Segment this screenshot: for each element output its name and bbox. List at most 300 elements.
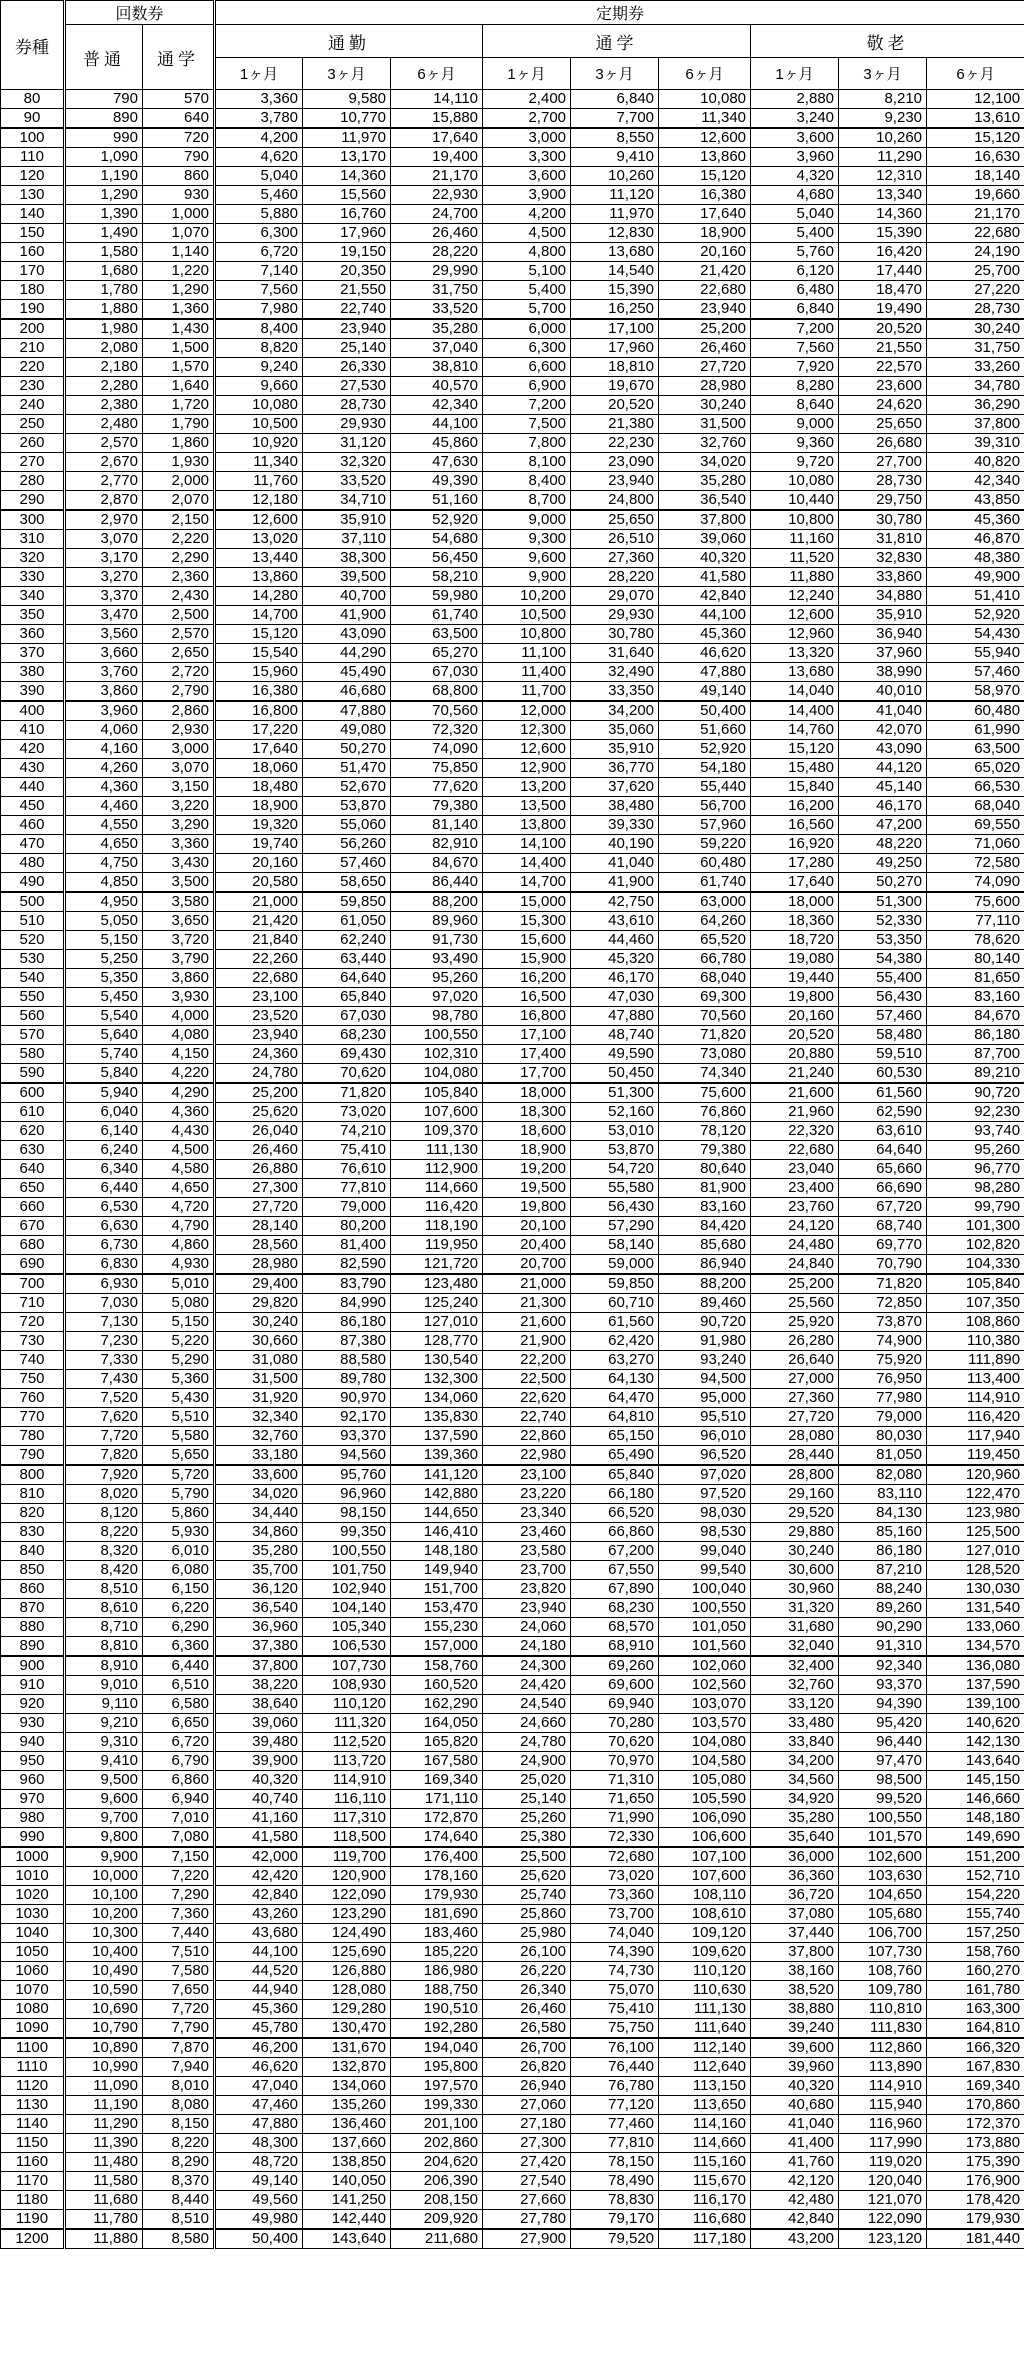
regular-coupon-cell: 1,290 [65, 186, 143, 205]
work-1-month-cell: 9,660 [215, 377, 303, 396]
senior-6-month-cell: 155,740 [927, 1905, 1024, 1924]
school-1-month-cell: 27,420 [483, 2153, 571, 2172]
work-1-month-cell: 35,280 [215, 1542, 303, 1561]
senior-6-month-cell: 93,740 [927, 1122, 1024, 1141]
senior-6-month-cell: 170,860 [927, 2096, 1024, 2115]
regular-coupon-cell: 11,680 [65, 2191, 143, 2210]
school-3-month-cell: 77,460 [571, 2115, 659, 2134]
work-1-month-cell: 15,540 [215, 644, 303, 663]
senior-3-month-cell: 73,870 [839, 1313, 927, 1332]
senior-6-month-cell: 65,020 [927, 759, 1024, 778]
senior-6-month-cell: 18,140 [927, 167, 1024, 186]
school-1-month-cell: 3,900 [483, 186, 571, 205]
regular-coupon-cell: 4,260 [65, 759, 143, 778]
work-3-month-cell: 112,520 [303, 1733, 391, 1752]
school-6-month-cell: 51,660 [659, 721, 751, 740]
senior-1-month-cell: 20,160 [751, 1007, 839, 1026]
school-6-month-cell: 17,640 [659, 205, 751, 224]
senior-3-month-cell: 16,420 [839, 243, 927, 262]
student-coupon-cell: 7,870 [143, 2038, 215, 2058]
senior-6-month-cell: 178,420 [927, 2191, 1024, 2210]
work-6-month-cell: 70,560 [391, 701, 483, 721]
regular-coupon-cell: 2,380 [65, 396, 143, 415]
senior-6-month-cell: 158,760 [927, 1943, 1024, 1962]
senior-3-month-cell: 109,780 [839, 1981, 927, 2000]
school-1-month-cell: 5,100 [483, 262, 571, 281]
work-6-month-cell: 112,900 [391, 1160, 483, 1179]
school-6-month-cell: 52,920 [659, 740, 751, 759]
student-coupon-cell: 2,290 [143, 549, 215, 568]
fare-code-cell: 360 [1, 625, 65, 644]
table-row [1, 224, 1024, 243]
work-1-month-cell: 38,640 [215, 1695, 303, 1714]
senior-6-month-cell: 58,970 [927, 682, 1024, 702]
senior-1-month-cell: 29,880 [751, 1523, 839, 1542]
work-1-month-cell: 3,360 [215, 90, 303, 109]
senior-1-month-cell: 40,320 [751, 2077, 839, 2096]
senior-3-month-cell: 119,020 [839, 2153, 927, 2172]
work-6-month-cell: 67,030 [391, 663, 483, 682]
school-3-month-cell: 73,020 [571, 1867, 659, 1886]
work-3-month-cell: 93,370 [303, 1427, 391, 1446]
school-3-month-cell: 59,850 [571, 1274, 659, 1294]
fare-code-cell: 220 [1, 358, 65, 377]
fare-code-cell: 760 [1, 1389, 65, 1408]
senior-3-month-cell: 64,640 [839, 1141, 927, 1160]
school-3-month-cell: 11,970 [571, 205, 659, 224]
work-1-month-cell: 18,060 [215, 759, 303, 778]
table-row [1, 453, 1024, 472]
school-3-month-cell: 30,780 [571, 625, 659, 644]
fare-code-cell: 730 [1, 1332, 65, 1351]
regular-coupon-cell: 5,540 [65, 1007, 143, 1026]
table-row [1, 1294, 1024, 1313]
work-6-month-cell: 93,490 [391, 950, 483, 969]
work-1-month-cell: 42,000 [215, 1847, 303, 1867]
work-3-month-cell: 63,440 [303, 950, 391, 969]
work-1-month-cell: 49,140 [215, 2172, 303, 2191]
fare-code-cell: 940 [1, 1733, 65, 1752]
work-6-month-cell: 134,060 [391, 1389, 483, 1408]
table-row [1, 167, 1024, 186]
senior-6-month-cell: 172,370 [927, 2115, 1024, 2134]
fare-code-cell: 230 [1, 377, 65, 396]
school-3-month-cell: 12,830 [571, 224, 659, 243]
work-3-month-cell: 143,640 [303, 2229, 391, 2249]
student-coupon-cell: 2,930 [143, 721, 215, 740]
work-3-month-cell: 137,660 [303, 2134, 391, 2153]
regular-coupon-cell: 6,930 [65, 1274, 143, 1294]
work-3-month-cell: 38,300 [303, 549, 391, 568]
student-coupon-cell: 2,500 [143, 606, 215, 625]
fare-code-cell: 250 [1, 415, 65, 434]
student-coupon-cell: 1,930 [143, 453, 215, 472]
senior-1-month-cell: 4,680 [751, 186, 839, 205]
table-row [1, 319, 1024, 339]
senior-3-month-cell: 85,160 [839, 1523, 927, 1542]
student-coupon-cell: 8,150 [143, 2115, 215, 2134]
school-6-month-cell: 116,170 [659, 2191, 751, 2210]
school-6-month-cell: 12,600 [659, 128, 751, 148]
work-1-month-cell: 24,780 [215, 1064, 303, 1084]
school-3-month-cell: 70,970 [571, 1752, 659, 1771]
school-3-month-cell: 38,480 [571, 797, 659, 816]
senior-1-month-cell: 28,080 [751, 1427, 839, 1446]
school-1-month-cell: 18,300 [483, 1103, 571, 1122]
school-6-month-cell: 90,720 [659, 1313, 751, 1332]
senior-3-month-cell: 87,210 [839, 1561, 927, 1580]
work-3-month-cell: 28,730 [303, 396, 391, 415]
school-3-month-cell: 67,200 [571, 1542, 659, 1561]
school-1-month-cell: 10,800 [483, 625, 571, 644]
fare-code-cell: 460 [1, 816, 65, 835]
school-1-month-cell: 18,600 [483, 1122, 571, 1141]
senior-1-month-cell: 26,280 [751, 1332, 839, 1351]
senior-6-month-cell: 22,680 [927, 224, 1024, 243]
work-6-month-cell: 42,340 [391, 396, 483, 415]
senior-3-month-cell: 70,790 [839, 1255, 927, 1275]
work-6-month-cell: 186,980 [391, 1962, 483, 1981]
work-3-month-cell: 92,170 [303, 1408, 391, 1427]
student-coupon-cell: 1,360 [143, 300, 215, 320]
work-3-month-cell: 101,750 [303, 1561, 391, 1580]
senior-3-month-cell: 114,910 [839, 2077, 927, 2096]
senior-6-month-cell: 104,330 [927, 1255, 1024, 1275]
senior-pass-header: 敬老 [751, 25, 1024, 58]
work-3-month-cell: 64,640 [303, 969, 391, 988]
work-1-month-cell: 45,780 [215, 2019, 303, 2039]
school-6-month-cell: 37,800 [659, 510, 751, 530]
school-6-month-cell: 34,020 [659, 453, 751, 472]
work-1-month-cell: 13,020 [215, 530, 303, 549]
school-3-month-cell: 68,910 [571, 1637, 659, 1657]
senior-1-month-cell: 10,440 [751, 491, 839, 511]
school-6-month-cell: 107,600 [659, 1867, 751, 1886]
senior-1-month-cell: 12,240 [751, 587, 839, 606]
regular-coupon-cell: 10,590 [65, 1981, 143, 2000]
senior-1-month-cell: 29,160 [751, 1485, 839, 1504]
table-row [1, 1446, 1024, 1466]
school-6-month-cell: 86,940 [659, 1255, 751, 1275]
work-1-month-cell: 34,860 [215, 1523, 303, 1542]
coupon-header: 回数券 [65, 1, 215, 25]
senior-1-month-cell: 5,400 [751, 224, 839, 243]
work-1-month-cell: 47,460 [215, 2096, 303, 2115]
school-1-month-cell: 27,300 [483, 2134, 571, 2153]
school-1-month-cell: 17,700 [483, 1064, 571, 1084]
school-1-month-cell: 2,700 [483, 109, 571, 129]
school-6-month-cell: 40,320 [659, 549, 751, 568]
senior-1-month-cell: 41,760 [751, 2153, 839, 2172]
table-row [1, 2000, 1024, 2019]
student-coupon-cell: 4,430 [143, 1122, 215, 1141]
fare-code-cell: 80 [1, 90, 65, 109]
senior-3-month-cell: 86,180 [839, 1542, 927, 1561]
school-3-month-cell: 41,900 [571, 873, 659, 893]
school-1-month-cell: 11,700 [483, 682, 571, 702]
senior-6-month-cell: 145,150 [927, 1771, 1024, 1790]
table-row [1, 1427, 1024, 1446]
senior-6-month-cell: 77,110 [927, 912, 1024, 931]
senior-1-month-cell: 6,840 [751, 300, 839, 320]
student-coupon-cell: 3,000 [143, 740, 215, 759]
work-3-month-cell: 122,090 [303, 1886, 391, 1905]
senior-3-month-cell: 56,430 [839, 988, 927, 1007]
fare-code-cell: 410 [1, 721, 65, 740]
senior-3-month-cell: 115,940 [839, 2096, 927, 2115]
table-row [1, 1714, 1024, 1733]
regular-coupon-cell: 3,270 [65, 568, 143, 587]
senior-3-month-cell: 61,560 [839, 1083, 927, 1103]
regular-coupon-cell: 11,580 [65, 2172, 143, 2191]
work-6-month-cell: 176,400 [391, 1847, 483, 1867]
senior-1-month-cell: 31,320 [751, 1599, 839, 1618]
fare-code-cell: 430 [1, 759, 65, 778]
work-1-month-cell: 10,500 [215, 415, 303, 434]
work-3-month-cell: 71,820 [303, 1083, 391, 1103]
senior-3-month-cell: 75,920 [839, 1351, 927, 1370]
fare-code-cell: 650 [1, 1179, 65, 1198]
school-1-month-cell: 5,700 [483, 300, 571, 320]
regular-coupon-cell: 6,730 [65, 1236, 143, 1255]
senior-6-month-cell: 37,800 [927, 415, 1024, 434]
senior-1-month-cell: 11,160 [751, 530, 839, 549]
senior-3-month-cell: 25,650 [839, 415, 927, 434]
school-6-month-cell: 98,030 [659, 1504, 751, 1523]
school-6-month-cell: 30,240 [659, 396, 751, 415]
school-6-month-cell: 100,040 [659, 1580, 751, 1599]
senior-6-month-cell: 96,770 [927, 1160, 1024, 1179]
school-6-month-cell: 75,600 [659, 1083, 751, 1103]
senior-1-month-cell: 11,880 [751, 568, 839, 587]
regular-coupon-cell: 8,120 [65, 1504, 143, 1523]
senior-6-month-cell: 75,600 [927, 892, 1024, 912]
student-coupon-cell: 2,860 [143, 701, 215, 721]
school-3-month-cell: 9,410 [571, 148, 659, 167]
school-1-month-cell: 25,740 [483, 1886, 571, 1905]
senior-1-month-cell: 6,480 [751, 281, 839, 300]
school-3-month-cell: 67,550 [571, 1561, 659, 1580]
work-1-month-cell: 33,180 [215, 1446, 303, 1466]
school-1-month-cell: 24,300 [483, 1656, 571, 1676]
senior-3-month-cell: 20,520 [839, 319, 927, 339]
student-coupon-cell: 1,430 [143, 319, 215, 339]
senior-3-month-cell: 90,290 [839, 1618, 927, 1637]
regular-coupon-cell: 6,630 [65, 1217, 143, 1236]
fare-code-cell: 600 [1, 1083, 65, 1103]
senior-3-month-cell: 69,770 [839, 1236, 927, 1255]
work-6-month-cell: 197,570 [391, 2077, 483, 2096]
regular-coupon-cell: 9,310 [65, 1733, 143, 1752]
school-6-month-cell: 105,080 [659, 1771, 751, 1790]
table-row [1, 568, 1024, 587]
work-1-month-cell: 5,040 [215, 167, 303, 186]
student-coupon-cell: 7,790 [143, 2019, 215, 2039]
work-1-month-cell: 29,400 [215, 1274, 303, 1294]
regular-coupon-cell: 6,240 [65, 1141, 143, 1160]
senior-3-month-cell: 65,660 [839, 1160, 927, 1179]
fare-code-cell: 590 [1, 1064, 65, 1084]
fare-code-cell: 380 [1, 663, 65, 682]
school-1-month-cell: 20,400 [483, 1236, 571, 1255]
fare-code-cell: 700 [1, 1274, 65, 1294]
fare-code-cell: 170 [1, 262, 65, 281]
student-coupon-cell: 2,070 [143, 491, 215, 511]
work-1-month-cell: 24,360 [215, 1045, 303, 1064]
school-6-month-cell: 111,640 [659, 2019, 751, 2039]
senior-6-month-cell: 86,180 [927, 1026, 1024, 1045]
regular-coupon-cell: 3,560 [65, 625, 143, 644]
fare-code-cell: 1000 [1, 1847, 65, 1867]
work-1-month-cell: 36,120 [215, 1580, 303, 1599]
school-1-month-cell: 8,700 [483, 491, 571, 511]
senior-6-month-cell: 173,880 [927, 2134, 1024, 2153]
table-row [1, 2019, 1024, 2039]
school-1-month-cell: 7,800 [483, 434, 571, 453]
table-row [1, 434, 1024, 453]
work-1-month-cell: 19,320 [215, 816, 303, 835]
senior-1-month-cell: 35,640 [751, 1828, 839, 1848]
work-3-month-cell: 14,360 [303, 167, 391, 186]
senior-6-month-cell: 108,860 [927, 1313, 1024, 1332]
regular-coupon-cell: 2,570 [65, 434, 143, 453]
work-6-month-cell: 111,130 [391, 1141, 483, 1160]
student-coupon-cell: 6,010 [143, 1542, 215, 1561]
student-coupon-cell: 1,000 [143, 205, 215, 224]
fare-code-cell: 510 [1, 912, 65, 931]
school-6-month-cell: 95,510 [659, 1408, 751, 1427]
school-6-month-cell: 102,560 [659, 1676, 751, 1695]
school-6-month-cell: 71,820 [659, 1026, 751, 1045]
regular-coupon-cell: 3,170 [65, 549, 143, 568]
school-3-month-cell: 29,070 [571, 587, 659, 606]
senior-3-month-cell: 37,960 [839, 644, 927, 663]
work-6-month-cell: 169,340 [391, 1771, 483, 1790]
work-6-month-cell: 104,080 [391, 1064, 483, 1084]
school-6-month-cell: 32,760 [659, 434, 751, 453]
student-coupon-cell: 3,860 [143, 969, 215, 988]
work-1-month-cell: 46,620 [215, 2058, 303, 2077]
student-coupon-cell: 7,440 [143, 1924, 215, 1943]
school-3-month-cell: 76,780 [571, 2077, 659, 2096]
senior-1-month-cell: 9,000 [751, 415, 839, 434]
student-coupon-cell: 930 [143, 186, 215, 205]
work-1-month-cell: 36,540 [215, 1599, 303, 1618]
senior-3-month-cell: 45,140 [839, 778, 927, 797]
senior-3-month-cell: 30,780 [839, 510, 927, 530]
student-coupon-cell: 7,150 [143, 1847, 215, 1867]
fare-code-cell: 810 [1, 1485, 65, 1504]
school-6-month-cell: 10,080 [659, 90, 751, 109]
school-3-month-cell: 46,170 [571, 969, 659, 988]
senior-1-month-cell: 33,480 [751, 1714, 839, 1733]
table-row [1, 358, 1024, 377]
work-3-month-cell: 59,850 [303, 892, 391, 912]
work-1-month-cell: 27,720 [215, 1198, 303, 1217]
work-1-month-cell: 25,200 [215, 1083, 303, 1103]
school-1-month-cell: 6,900 [483, 377, 571, 396]
senior-3-month-cell: 53,350 [839, 931, 927, 950]
senior-1-month-cell: 33,120 [751, 1695, 839, 1714]
table-row [1, 243, 1024, 262]
work-6-month-cell: 190,510 [391, 2000, 483, 2019]
work-1-month-cell: 49,980 [215, 2210, 303, 2230]
senior-6-month-cell: 48,380 [927, 549, 1024, 568]
senior-3-month-cell: 11,290 [839, 148, 927, 167]
school-3-month-cell: 66,520 [571, 1504, 659, 1523]
fare-code-cell: 1010 [1, 1867, 65, 1886]
school-6-month-cell: 101,050 [659, 1618, 751, 1637]
work-6-month-cell: 24,700 [391, 205, 483, 224]
work-1-month-cell: 21,840 [215, 931, 303, 950]
school-3-month-cell: 71,990 [571, 1809, 659, 1828]
senior-3-month-cell: 103,630 [839, 1867, 927, 1886]
regular-coupon-cell: 3,860 [65, 682, 143, 702]
work-6-month-cell: 31,750 [391, 281, 483, 300]
regular-coupon-cell: 4,360 [65, 778, 143, 797]
school-6-month-cell: 73,080 [659, 1045, 751, 1064]
senior-1-month-cell: 31,680 [751, 1618, 839, 1637]
fare-code-cell: 960 [1, 1771, 65, 1790]
school-6-month-cell: 113,650 [659, 2096, 751, 2115]
senior-6-month-cell: 114,910 [927, 1389, 1024, 1408]
school-3-month-cell: 47,880 [571, 1007, 659, 1026]
senior-1-month-cell: 19,800 [751, 988, 839, 1007]
student-coupon-cell: 2,570 [143, 625, 215, 644]
senior-1-month-cell: 18,360 [751, 912, 839, 931]
senior-3-month-cell: 55,400 [839, 969, 927, 988]
regular-coupon-cell: 10,790 [65, 2019, 143, 2039]
work-3-month-cell: 116,110 [303, 1790, 391, 1809]
fare-code-cell: 1100 [1, 2038, 65, 2058]
work-6-month-cell: 14,110 [391, 90, 483, 109]
work-3-month-cell: 11,970 [303, 128, 391, 148]
school-1-month-cell: 9,900 [483, 568, 571, 587]
regular-coupon-cell: 4,550 [65, 816, 143, 835]
school-6-month-cell: 65,520 [659, 931, 751, 950]
senior-3-month-cell: 89,260 [839, 1599, 927, 1618]
school-3-month-cell: 23,940 [571, 472, 659, 491]
work-1-month-cell: 50,400 [215, 2229, 303, 2249]
work-1-month-cell: 12,180 [215, 491, 303, 511]
work-3-month-cell: 55,060 [303, 816, 391, 835]
school-6-month-cell: 108,610 [659, 1905, 751, 1924]
work-1-month-cell: 8,820 [215, 339, 303, 358]
school-6-month-cell: 78,120 [659, 1122, 751, 1141]
regular-coupon-cell: 3,960 [65, 701, 143, 721]
senior-3-month-cell: 116,960 [839, 2115, 927, 2134]
fare-code-cell: 340 [1, 587, 65, 606]
table-row [1, 377, 1024, 396]
school-3-month-cell: 39,330 [571, 816, 659, 835]
table-row [1, 1274, 1024, 1294]
work-1-month-cell: 18,900 [215, 797, 303, 816]
regular-coupon-cell: 11,190 [65, 2096, 143, 2115]
senior-6-month-cell: 164,810 [927, 2019, 1024, 2039]
work-1-month-cell: 6,720 [215, 243, 303, 262]
work-1-month-cell: 23,100 [215, 988, 303, 1007]
fare-code-cell: 120 [1, 167, 65, 186]
table-row [1, 339, 1024, 358]
senior-3-month-cell: 14,360 [839, 205, 927, 224]
school-1-month-cell: 26,100 [483, 1943, 571, 1962]
work-6-month-cell: 59,980 [391, 587, 483, 606]
school-1-month-cell: 11,400 [483, 663, 571, 682]
work-3-month-cell: 41,900 [303, 606, 391, 625]
school-1-month-cell: 25,380 [483, 1828, 571, 1848]
student-coupon-cell: 1,290 [143, 281, 215, 300]
work-3-month-cell: 25,140 [303, 339, 391, 358]
